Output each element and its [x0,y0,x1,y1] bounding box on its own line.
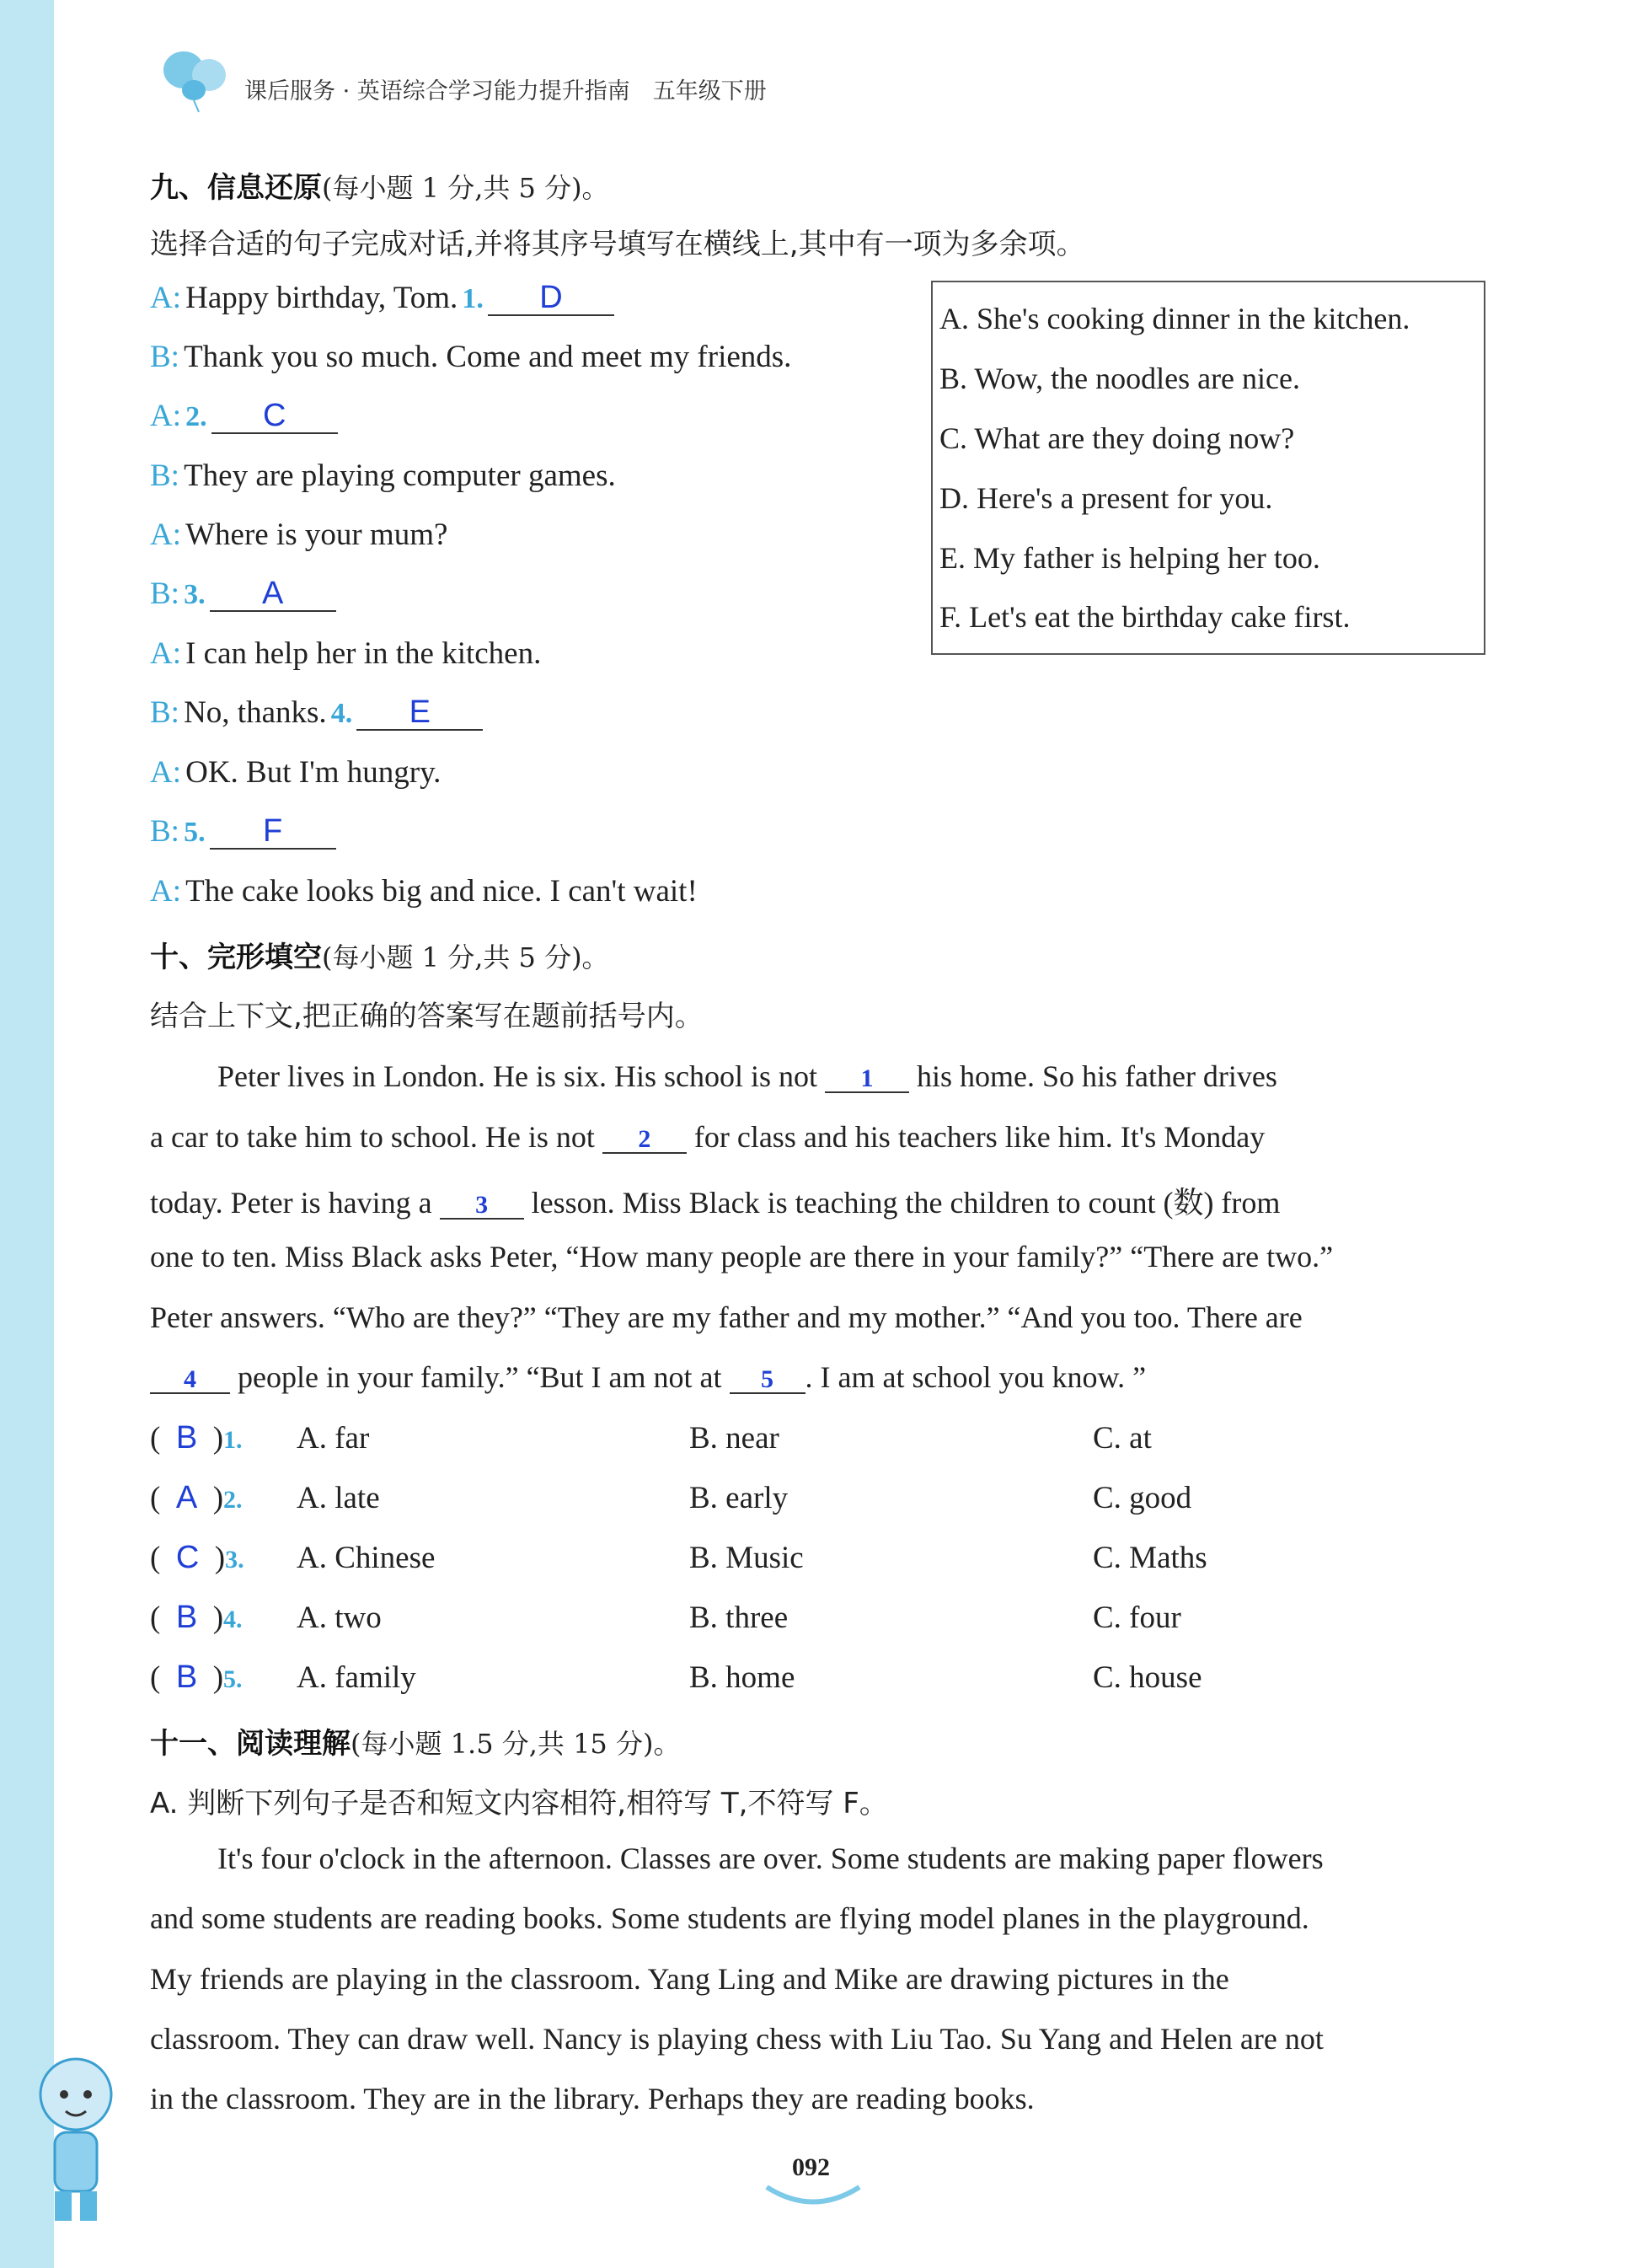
option-item: A. She's cooking dinner in the kitchen. [939,302,1410,335]
speaker-label: A: [150,874,181,909]
section9-instruction: 选择合适的句子完成对话,并将其序号填写在横线上,其中有一项为多余项。 [150,228,1085,261]
section10-heading [150,934,609,975]
cloze-line [150,1179,1490,1222]
dialogue-line [150,754,441,791]
choice-option-c: C. four [1093,1600,1181,1635]
section11-instruction: A. 判断下列句子是否和短文内容相符,相符写 T,不符写 F。 [150,1787,888,1820]
cloze-text: . I am at school you know. ” [805,1360,1147,1394]
choice-row: ( C )3. [150,1540,244,1575]
answer-blank-3[interactable]: A [210,576,336,612]
choice-row: ( B )1. [150,1420,243,1456]
speaker-label: B: [150,576,179,611]
left-decorative-strip [0,0,54,2268]
section11-title: 十一、阅读理解 [150,1727,351,1761]
section9-note: (每小题 1 分,共 5 分)。 [322,172,609,204]
choice-option-b: B. home [689,1660,795,1695]
choice-row: ( A )2. [150,1480,243,1515]
choice-option-b: B. Music [689,1541,804,1575]
cloze-text: Peter lives in London. He is six. His school is not [217,1059,817,1093]
dialogue-line [150,694,483,731]
cloze-line: Peter answers. “Who are they?” “They are my father and my mother.” “And you too. There are [150,1300,1303,1334]
cloze-blank-1[interactable]: 1 [825,1066,909,1093]
question-number: 5. [184,817,206,848]
cloze-text: lesson. Miss Black is teaching the children to count (数) from [531,1186,1281,1220]
choice-answer[interactable]: A [175,1480,198,1515]
section9-heading [150,164,609,206]
cloze-line: one to ten. Miss Black asks Peter, “How many people are there in your family?” “There are two.” [150,1240,1334,1273]
choice-row: ( B )5. [150,1659,243,1695]
question-number: 5. [223,1665,243,1693]
cloze-blank-4[interactable]: 4 [150,1367,230,1394]
speaker-label: A: [150,636,181,671]
answer-blank-1[interactable]: D [488,281,614,316]
cloze-line [150,1119,1490,1155]
balloon-logo-icon [160,46,236,114]
choice-row: ( B )4. [150,1600,243,1635]
question-number: 3. [184,579,206,610]
cloze-text: people in your family.” “But I am not at [238,1360,722,1394]
cloze-text: a car to take him to school. He is not [150,1120,595,1154]
wavy-edge-icon [0,0,67,2268]
cloze-blank-3[interactable]: 3 [440,1193,524,1220]
dialogue-line [150,813,336,850]
choice-answer[interactable]: B [175,1420,198,1456]
cloze-blank-2[interactable]: 2 [602,1127,687,1154]
section11-heading [150,1720,680,1761]
speaker-label: A: [150,755,181,790]
options-box [931,281,1485,655]
option-item: D. Here's a present for you. [939,481,1273,515]
reading-line: and some students are reading books. Some students are flying model planes in the playground. [150,1901,1309,1935]
choice-option-c: C. good [1093,1481,1192,1515]
question-number: 3. [225,1546,244,1574]
choice-option-c: C. at [1093,1421,1152,1456]
dialogue-text: Happy birthday, Tom. [185,281,458,315]
cloze-text: today. Peter is having a [150,1186,432,1220]
reading-line: It's four o'clock in the afternoon. Classes are over. Some students are making paper flowers [217,1842,1324,1875]
choice-option-a: A. Chinese [297,1541,436,1575]
speaker-label: A: [150,281,181,315]
dialogue-text: They are playing computer games. [184,458,616,493]
section11-note: (每小题 1.5 分,共 15 分)。 [351,1728,681,1760]
option-item: F. Let's eat the birthday cake first. [939,600,1351,634]
speaker-label: A: [150,517,181,552]
dialogue-line [150,873,698,909]
dialogue-text: The cake looks big and nice. I can't wait! [185,874,698,909]
dialogue-line [150,398,338,434]
cloze-text: for class and his teachers like him. It's Monday [693,1120,1266,1154]
choice-option-c: C. Maths [1093,1541,1207,1575]
reading-line: classroom. They can draw well. Nancy is playing chess with Liu Tao. Su Yang and Helen are not [150,2022,1324,2056]
option-item: C. What are they doing now? [939,421,1295,455]
dialogue-line [150,458,616,494]
page-number: 092 [792,2153,830,2181]
answer-blank-2[interactable]: C [211,399,338,434]
cloze-text: his home. So his father drives [916,1059,1277,1093]
speaker-label: B: [150,340,179,374]
page-header-title: 课后服务 · 英语综合学习能力提升指南 五年级下册 [244,78,767,105]
dialogue-text: I can help her in the kitchen. [185,636,542,671]
dialogue-line [150,635,541,672]
answer-blank-5[interactable]: F [210,814,336,850]
section10-instruction: 结合上下文,把正确的答案写在题前括号内。 [150,1000,704,1033]
choice-option-b: B. early [689,1481,789,1515]
option-item: B. Wow, the noodles are nice. [939,362,1300,395]
question-number: 1. [223,1426,243,1454]
reading-line: in the classroom. They are in the library. Perhaps they are reading books. [150,2082,1035,2115]
choice-option-c: C. house [1093,1660,1202,1695]
question-number: 4. [330,698,353,729]
choice-option-b: B. near [689,1421,779,1456]
cartoon-boy-icon [25,2048,126,2233]
cloze-blank-5[interactable]: 5 [730,1367,805,1394]
dialogue-line [150,280,614,316]
dialogue-line [150,339,791,375]
section10-title: 十、完形填空 [150,941,322,974]
choice-option-b: B. three [689,1600,789,1635]
dialogue-text: OK. But I'm hungry. [185,755,442,790]
speaker-label: A: [150,399,181,433]
reading-line: My friends are playing in the classroom. Yang Ling and Mike are drawing pictures in the [150,1962,1229,1996]
question-number: 1. [462,283,484,314]
dialogue-text: Where is your mum? [185,517,448,552]
question-number: 2. [185,401,207,432]
speaker-label: B: [150,458,179,493]
choice-option-a: A. far [297,1421,370,1456]
answer-blank-4[interactable]: E [356,695,483,731]
option-item: E. My father is helping her too. [939,541,1320,575]
section9-title: 九、信息还原 [150,171,322,205]
choice-answer[interactable]: B [175,1659,198,1695]
choice-answer[interactable]: B [175,1600,198,1635]
speaker-label: B: [150,695,179,730]
dialogue-text: Thank you so much. Come and meet my friends. [184,340,792,374]
choice-answer[interactable]: C [175,1540,200,1575]
speaker-label: B: [150,814,179,849]
cloze-line [150,1359,1490,1395]
question-number: 2. [223,1486,243,1514]
dialogue-line [150,517,447,553]
dialogue-line [150,576,336,612]
choice-option-a: A. late [297,1481,380,1515]
cloze-line [217,1059,1557,1094]
choice-option-a: A. two [297,1600,382,1635]
choice-option-a: A. family [297,1660,416,1695]
section10-note: (每小题 1 分,共 5 分)。 [322,941,609,973]
page-number-swoosh-icon [763,2183,864,2208]
dialogue-text: No, thanks. [184,695,327,730]
question-number: 4. [223,1606,243,1633]
